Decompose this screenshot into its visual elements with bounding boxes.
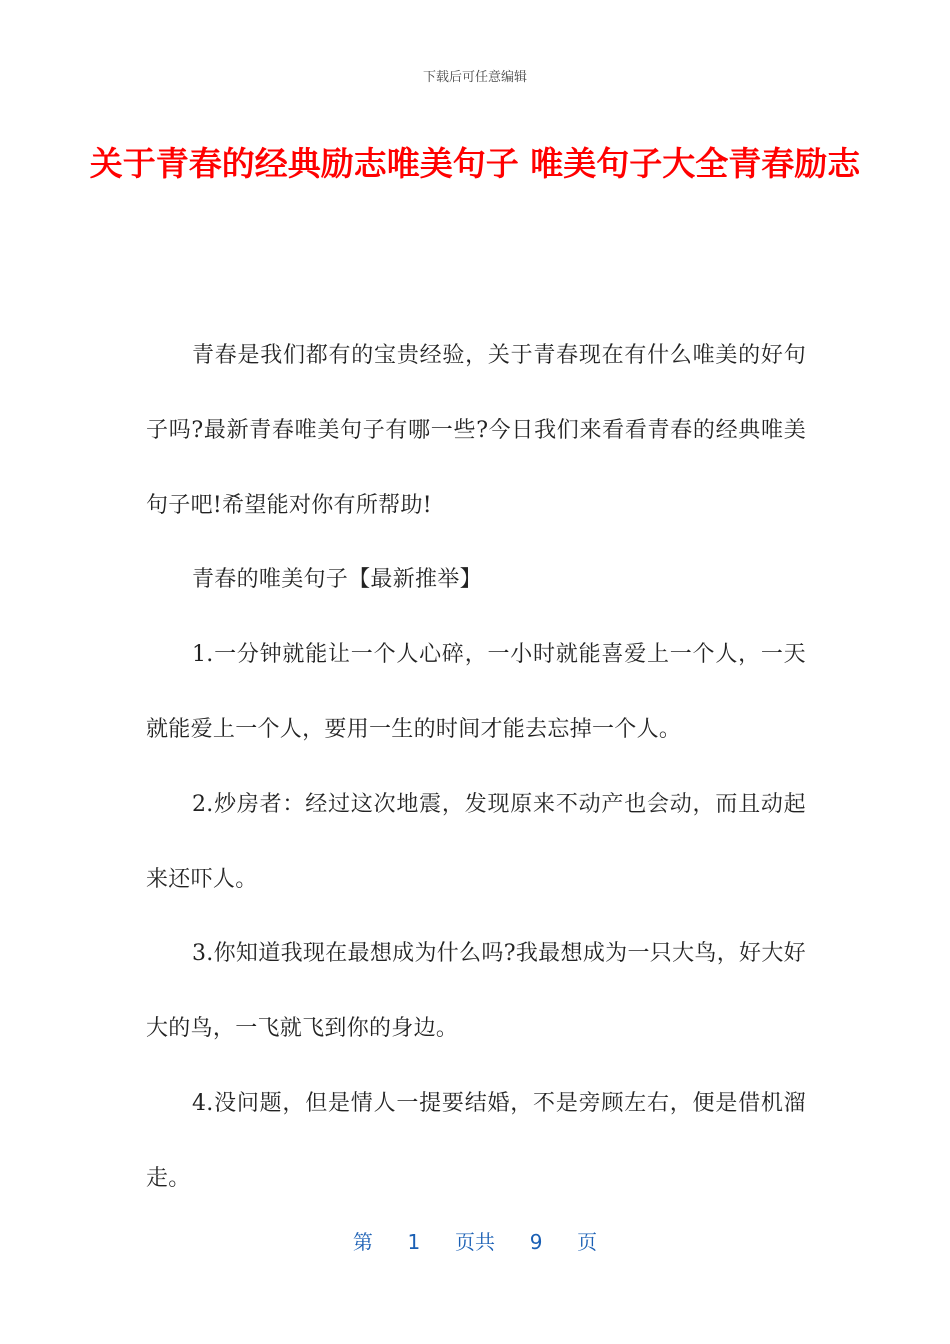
list-item: 1.一分钟就能让一个人心碎，一小时就能喜爱上一个人，一天就能爱上一个人，要用一生的时间才能去忘掉一个人。 xyxy=(146,642,806,742)
list-item: 2.炒房者：经过这次地震，发现原来不动产也会动，而且动起来还吓人。 xyxy=(146,791,806,892)
page-prefix: 第 xyxy=(352,1230,373,1254)
document-body xyxy=(146,319,806,1217)
page-middle: 页共 xyxy=(455,1230,495,1254)
list-item: 4.没问题，但是情人一提要结婚，不是旁顾左右，便是借机溜走。 xyxy=(146,1090,806,1191)
intro-paragraph: 青春是我们都有的宝贵经验，关于青春现在有什么唯美的好句子吗?最新青春唯美句子有哪一些?今日我们来看看青春的经典唯美句子吧!希望能对你有所帮助! xyxy=(146,343,806,518)
section-heading: 青春的唯美句子【最新推举】 xyxy=(192,567,482,593)
page-footer xyxy=(0,1226,950,1255)
header-note: 下载后可任意编辑 xyxy=(422,70,527,85)
document-title: 关于青春的经典励志唯美句子 唯美句子大全青春励志 xyxy=(89,144,861,183)
page-number: 1 xyxy=(407,1230,421,1254)
page-suffix: 页 xyxy=(577,1230,598,1254)
list-item: 3.你知道我现在最想成为什么吗?我最想成为一只大鸟，好大好大的鸟，一飞就飞到你的身边。 xyxy=(146,941,806,1042)
total-pages: 9 xyxy=(529,1230,543,1254)
